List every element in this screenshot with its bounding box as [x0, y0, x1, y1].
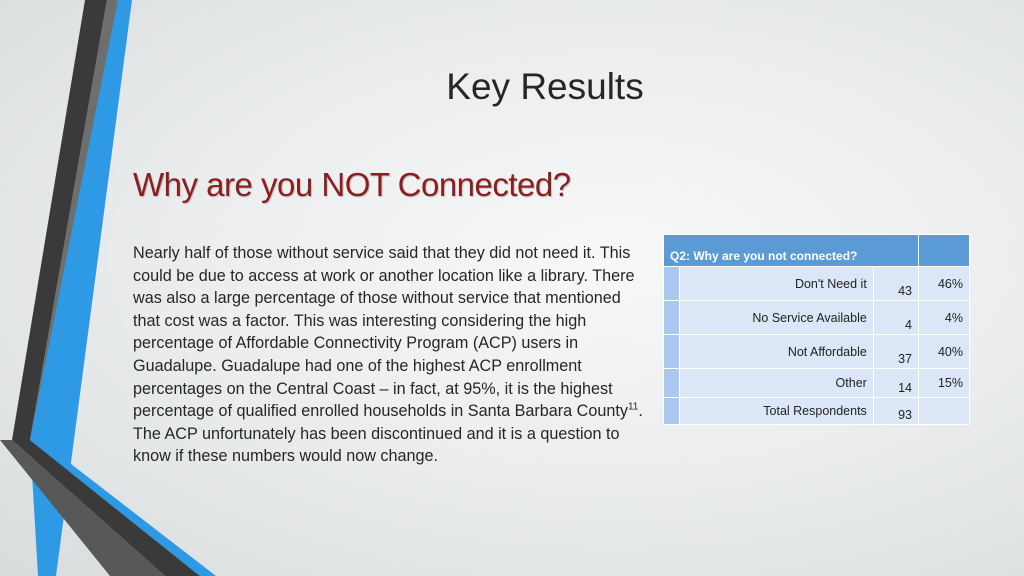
row-label: No Service Available: [680, 301, 874, 335]
row-percent: 15%: [919, 369, 970, 398]
row-marker: [664, 398, 680, 425]
row-percent: 40%: [919, 335, 970, 369]
row-label: Other: [680, 369, 874, 398]
row-marker: [664, 335, 680, 369]
table-row: [664, 369, 970, 398]
row-percent: [919, 398, 970, 425]
table-row: [664, 398, 970, 425]
table-row: [664, 335, 970, 369]
table-header-blank-cell: [919, 235, 970, 267]
row-marker: [664, 369, 680, 398]
row-marker: [664, 301, 680, 335]
row-count: 43: [873, 267, 918, 301]
slide-title: Key Results: [446, 66, 644, 107]
results-table: [663, 234, 970, 425]
slide-subtitle: Why are you NOT Connected?: [133, 166, 571, 203]
table-row: [664, 267, 970, 301]
row-count: 93: [873, 398, 918, 425]
body-paragraph: [133, 242, 645, 468]
row-label: Not Affordable: [680, 335, 874, 369]
row-count: 14: [873, 369, 918, 398]
row-count: 37: [873, 335, 918, 369]
row-percent: 4%: [919, 301, 970, 335]
row-label: Total Respondents: [680, 398, 874, 425]
table-header-row: [664, 235, 970, 267]
row-label: Don't Need it: [680, 267, 874, 301]
body-main-text: Nearly half of those without service said that they did not need it. This could be due to access at work or another location like a library. There was also a large percentage of those without service that mentioned that cost was a factor. This was interesting considering the high percentage of Affordable Connectivity Program (ACP) users in Guadalupe. Guadalupe had one of the highest ACP enrollment percentages on the Central Coast – in fact, at 95%, it is the highest percentage of qualified enrolled households in Santa Barbara County: [133, 244, 635, 421]
table-row: [664, 301, 970, 335]
row-count: 4: [873, 301, 918, 335]
footnote-reference: 11: [627, 401, 639, 413]
body-tail-text: . The ACP unfortunately has been discontinued and it is a question to know if these numbers would now change.: [133, 402, 643, 466]
table-question-header: Q2: Why are you not connected?: [664, 235, 919, 267]
row-marker: [664, 267, 680, 301]
row-percent: 46%: [919, 267, 970, 301]
